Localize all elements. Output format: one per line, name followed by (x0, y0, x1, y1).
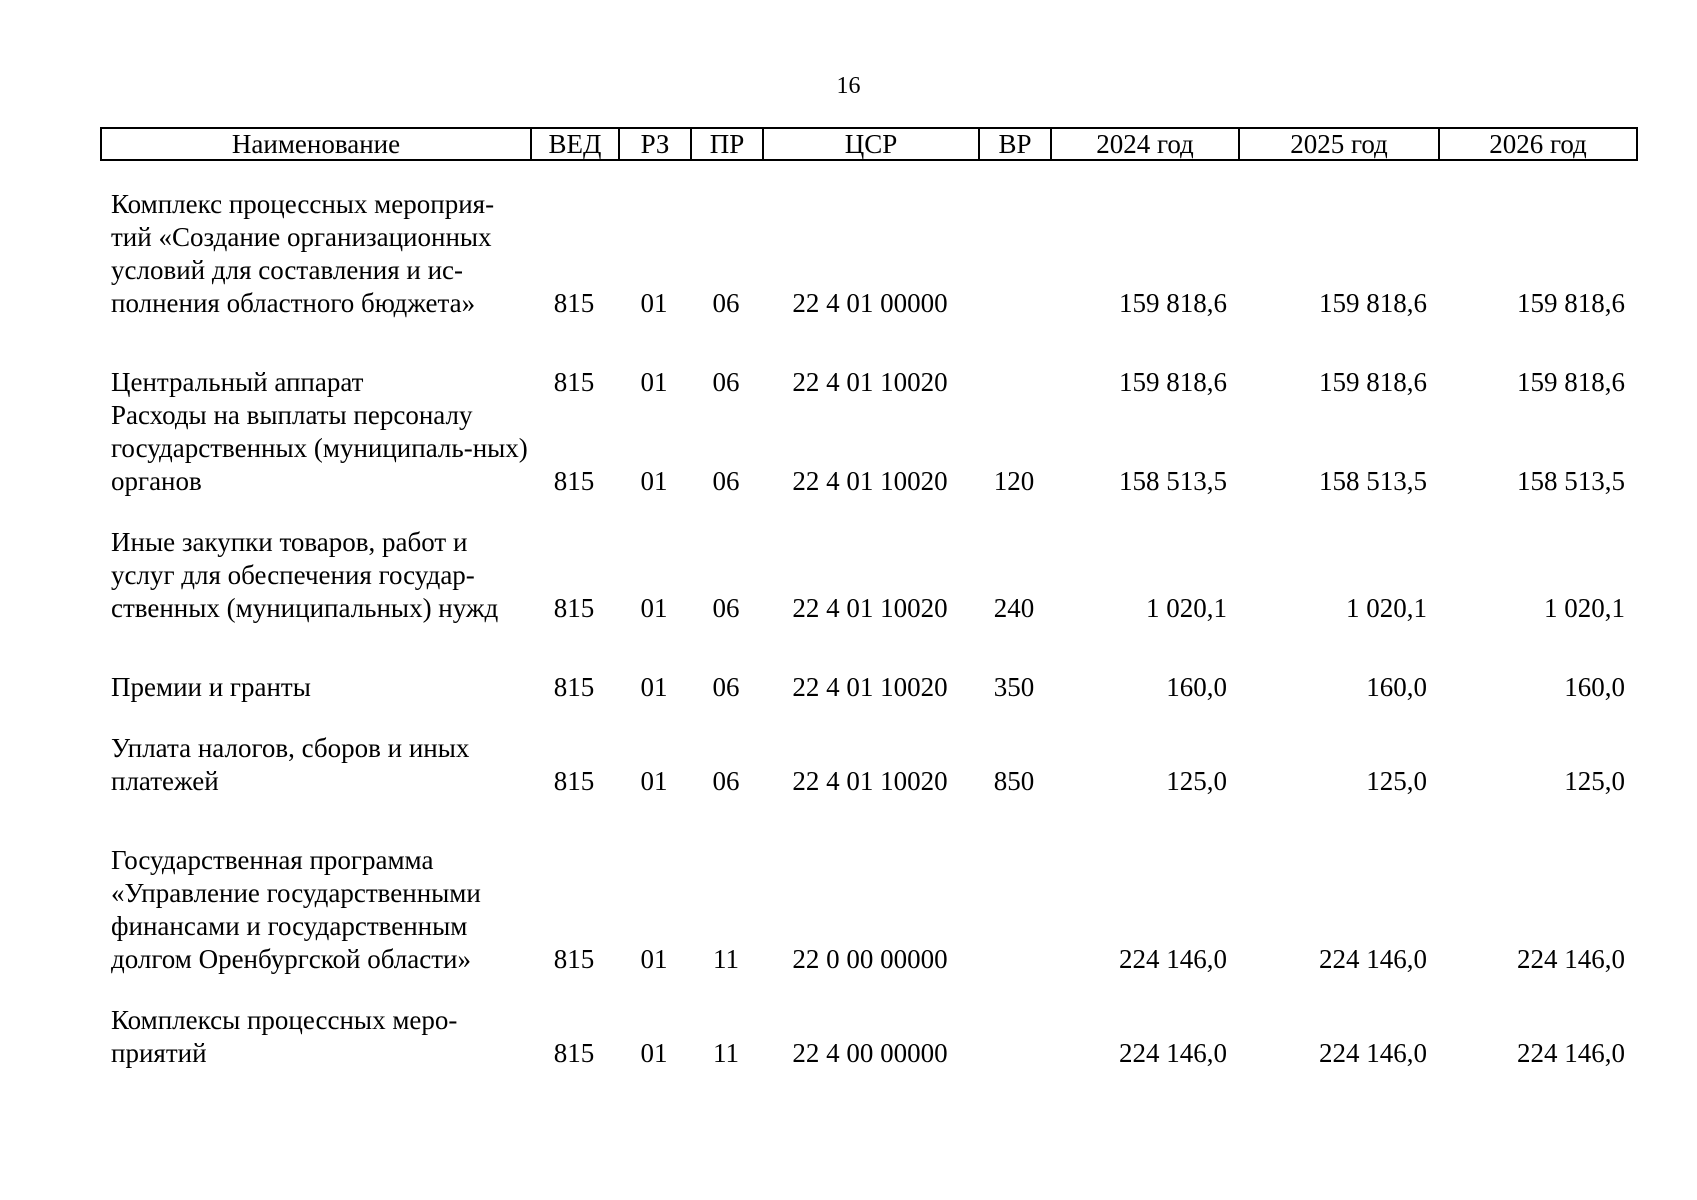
row-pr: 11 (713, 1038, 739, 1068)
row-csr: 22 4 01 10020 (792, 466, 948, 496)
row-2026: 224 146,0 (1517, 1038, 1625, 1068)
row-csr: 22 4 01 10020 (792, 672, 948, 702)
row-rz: 01 (640, 288, 668, 318)
page-number: 16 (836, 73, 861, 99)
row-name: Иные закупки товаров, работ и услуг для обеспечения государ-ственных (муниципальных) нужд (111, 527, 499, 623)
row-2025: 224 146,0 (1319, 1038, 1427, 1068)
row-2026: 1 020,1 (1544, 593, 1625, 623)
table-row (100, 732, 1636, 844)
row-2024: 125,0 (1166, 766, 1227, 796)
table-row (100, 671, 1636, 732)
row-ved: 815 (553, 672, 595, 702)
header-rz: РЗ (619, 128, 691, 160)
row-vr: 350 (993, 672, 1035, 702)
table-header (100, 127, 1638, 161)
row-2026: 159 818,6 (1517, 288, 1625, 318)
row-rz: 01 (640, 944, 668, 974)
row-2025: 125,0 (1366, 766, 1427, 796)
row-name: Комплексы процессных меро-приятий (111, 1005, 458, 1068)
row-2024: 224 146,0 (1119, 1038, 1227, 1068)
row-2025: 1 020,1 (1346, 593, 1427, 623)
row-name: Центральный аппарат (111, 367, 364, 397)
row-2024: 224 146,0 (1119, 944, 1227, 974)
row-vr (978, 1004, 1050, 1070)
row-name: Государственная программа «Управление государственными финансами и государственным долгом Оренбургской области» (111, 845, 481, 974)
row-2026: 224 146,0 (1517, 944, 1625, 974)
row-pr: 06 (712, 367, 740, 397)
header-ved: ВЕД (531, 128, 619, 160)
row-2025: 160,0 (1366, 672, 1427, 702)
row-rz: 01 (640, 593, 668, 623)
row-rz: 01 (640, 1038, 668, 1068)
row-name: Премии и гранты (111, 672, 311, 702)
row-rz: 01 (640, 672, 668, 702)
row-rz: 01 (640, 367, 668, 397)
header-2024: 2024 год (1051, 128, 1239, 160)
row-2025: 158 513,5 (1319, 466, 1427, 496)
row-rz: 01 (640, 766, 668, 796)
row-csr: 22 0 00 00000 (792, 944, 948, 974)
header-vr: ВР (979, 128, 1051, 160)
row-ved: 815 (553, 1038, 595, 1068)
row-pr: 06 (712, 672, 740, 702)
header-2025: 2025 год (1239, 128, 1439, 160)
row-name: Расходы на выплаты персоналу государственных (муниципаль-ных) органов (111, 400, 528, 496)
row-ved: 815 (553, 766, 595, 796)
row-vr (978, 188, 1050, 366)
budget-table-body (100, 188, 1636, 1070)
row-2024: 159 818,6 (1119, 367, 1227, 397)
row-pr: 06 (712, 593, 740, 623)
table-row (100, 399, 1636, 526)
row-2025: 159 818,6 (1319, 367, 1427, 397)
row-2026: 125,0 (1564, 766, 1625, 796)
row-pr: 11 (713, 944, 739, 974)
row-name: Уплата налогов, сборов и иных платежей (111, 733, 470, 796)
row-pr: 06 (712, 288, 740, 318)
row-csr: 22 4 01 10020 (792, 593, 948, 623)
row-2024: 158 513,5 (1119, 466, 1227, 496)
row-2026: 158 513,5 (1517, 466, 1625, 496)
row-csr: 22 4 01 10020 (792, 766, 948, 796)
row-2024: 160,0 (1166, 672, 1227, 702)
table-row (100, 844, 1636, 1004)
row-csr: 22 4 01 00000 (792, 288, 948, 318)
row-ved: 815 (553, 466, 595, 496)
row-2024: 1 020,1 (1146, 593, 1227, 623)
row-ved: 815 (553, 944, 595, 974)
row-2026: 159 818,6 (1517, 367, 1625, 397)
header-2026: 2026 год (1439, 128, 1637, 160)
header-name: Наименование (101, 128, 531, 160)
header-pr: ПР (691, 128, 763, 160)
table-row (100, 366, 1636, 399)
row-ved: 815 (553, 367, 595, 397)
row-csr: 22 4 00 00000 (792, 1038, 948, 1068)
row-2025: 224 146,0 (1319, 944, 1427, 974)
row-vr (978, 844, 1050, 1004)
row-2025: 159 818,6 (1319, 288, 1427, 318)
row-ved: 815 (553, 593, 595, 623)
row-2026: 160,0 (1564, 672, 1625, 702)
row-pr: 06 (712, 466, 740, 496)
row-ved: 815 (553, 288, 595, 318)
row-rz: 01 (640, 466, 668, 496)
row-csr: 22 4 01 10020 (792, 367, 948, 397)
row-pr: 06 (712, 766, 740, 796)
table-row (100, 1004, 1636, 1070)
row-vr: 240 (993, 593, 1035, 623)
row-vr: 120 (993, 466, 1035, 496)
row-2024: 159 818,6 (1119, 288, 1227, 318)
row-vr (978, 366, 1050, 399)
table-row (100, 188, 1636, 366)
row-vr: 850 (993, 766, 1035, 796)
table-row (100, 526, 1636, 671)
header-csr: ЦСР (763, 128, 979, 160)
row-name: Комплекс процессных мероприя-тий «Создание организационных условий для составления и ис-полнения областного бюджета» (111, 189, 495, 318)
